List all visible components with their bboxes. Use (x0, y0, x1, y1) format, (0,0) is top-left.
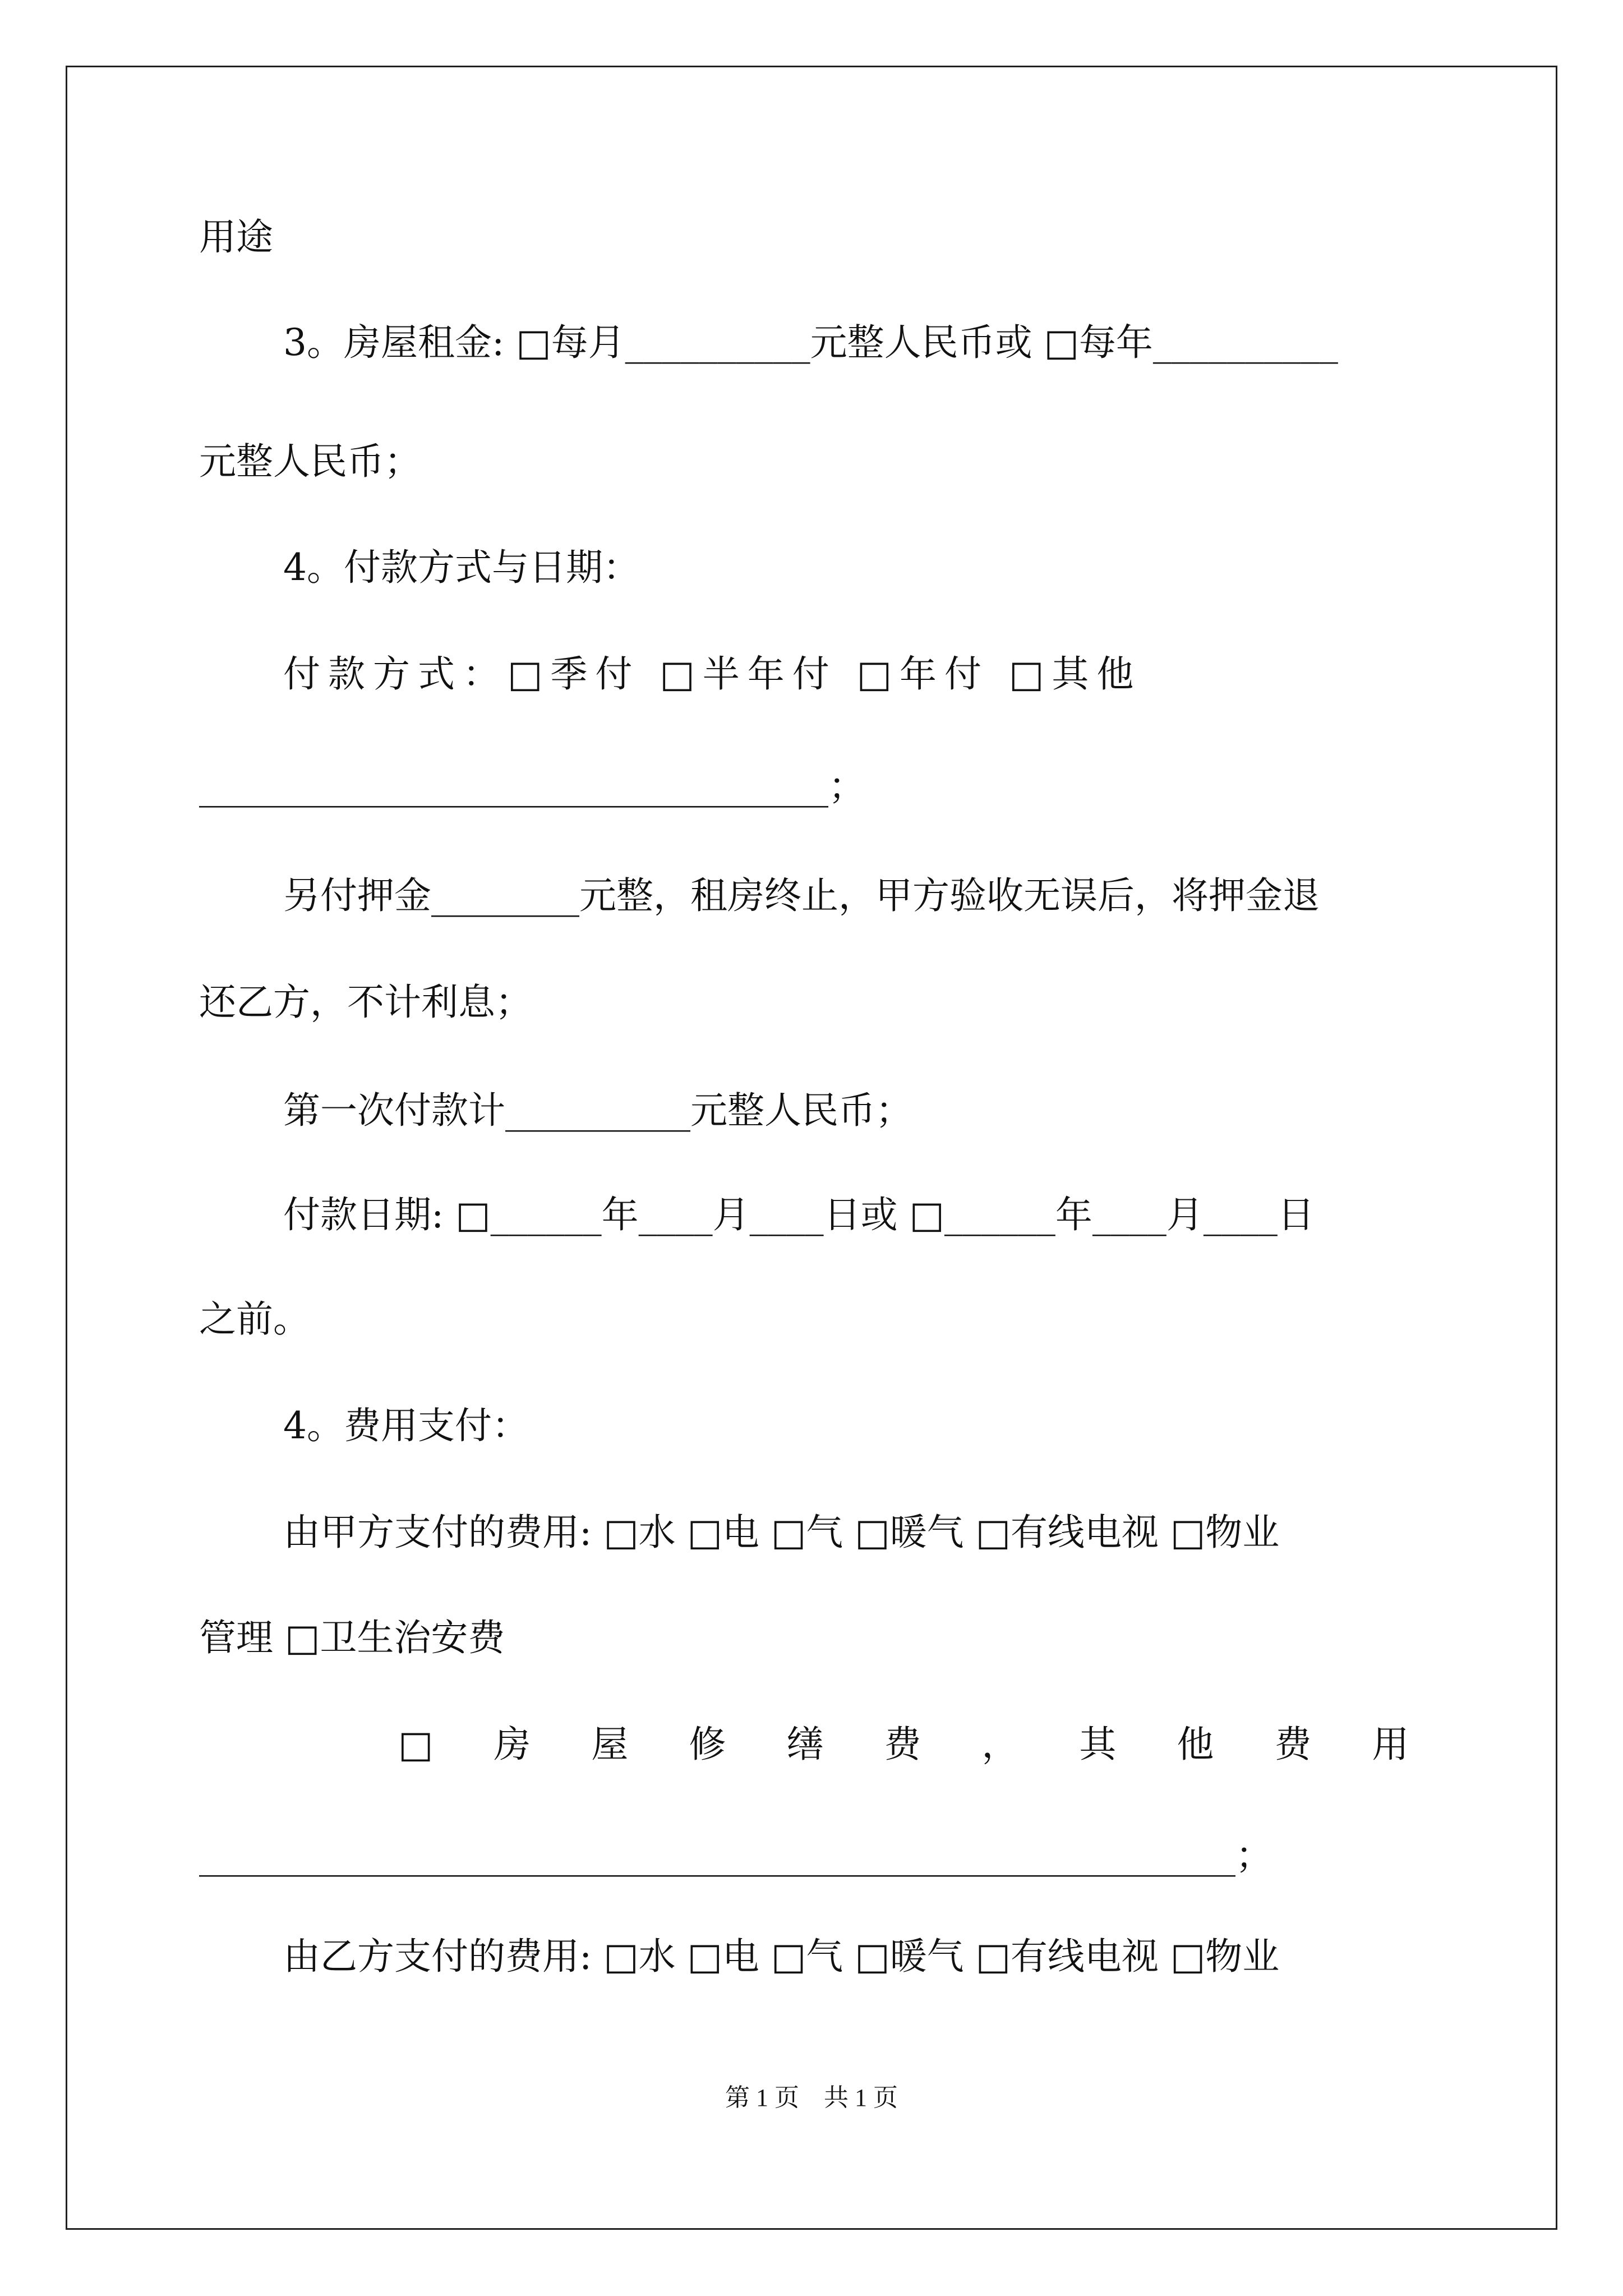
text-line-15: □房屋修缮费，其他费用 (398, 1723, 1470, 1766)
text-line-8: 还乙方，不计利息； (199, 981, 532, 1024)
text-line-9: 第一次付款计__________元整人民币； (283, 1089, 912, 1132)
text-line-5: 付款方式：□季付 □半年付 □年付 □其他 (283, 652, 1142, 696)
text-line-7: 另付押金________元整，租房终止，甲方验收无误后，将押金退 (283, 874, 1320, 917)
text-line-11: 之前。 (199, 1297, 310, 1341)
page-footer: 第 1 页 共 1 页 (725, 2084, 898, 2111)
text-line-2: 3。房屋租金: □每月__________元整人民币或 □每年__________ (283, 321, 1338, 364)
text-line-13: 由甲方支付的费用: □水 □电 □气 □暖气 □有线电视 □物业 (283, 1511, 1280, 1554)
text-line-1: 用途 (199, 215, 273, 259)
text-line-10: 付款日期: □______年____月____日或 □______年____月____日 (283, 1193, 1315, 1236)
text-line-16: ________________________________________________________； (199, 1834, 1272, 1877)
text-line-12: 4。费用支付： (283, 1404, 529, 1447)
text-line-6: __________________________________； (199, 765, 865, 808)
text-line-3: 元整人民币； (199, 440, 421, 483)
text-line-17: 由乙方支付的费用: □水 □电 □气 □暖气 □有线电视 □物业 (283, 1935, 1280, 1978)
text-line-14: 管理 □卫生治安费 (199, 1616, 505, 1659)
page-border (66, 66, 1557, 2230)
text-line-4: 4。付款方式与日期： (283, 546, 640, 589)
